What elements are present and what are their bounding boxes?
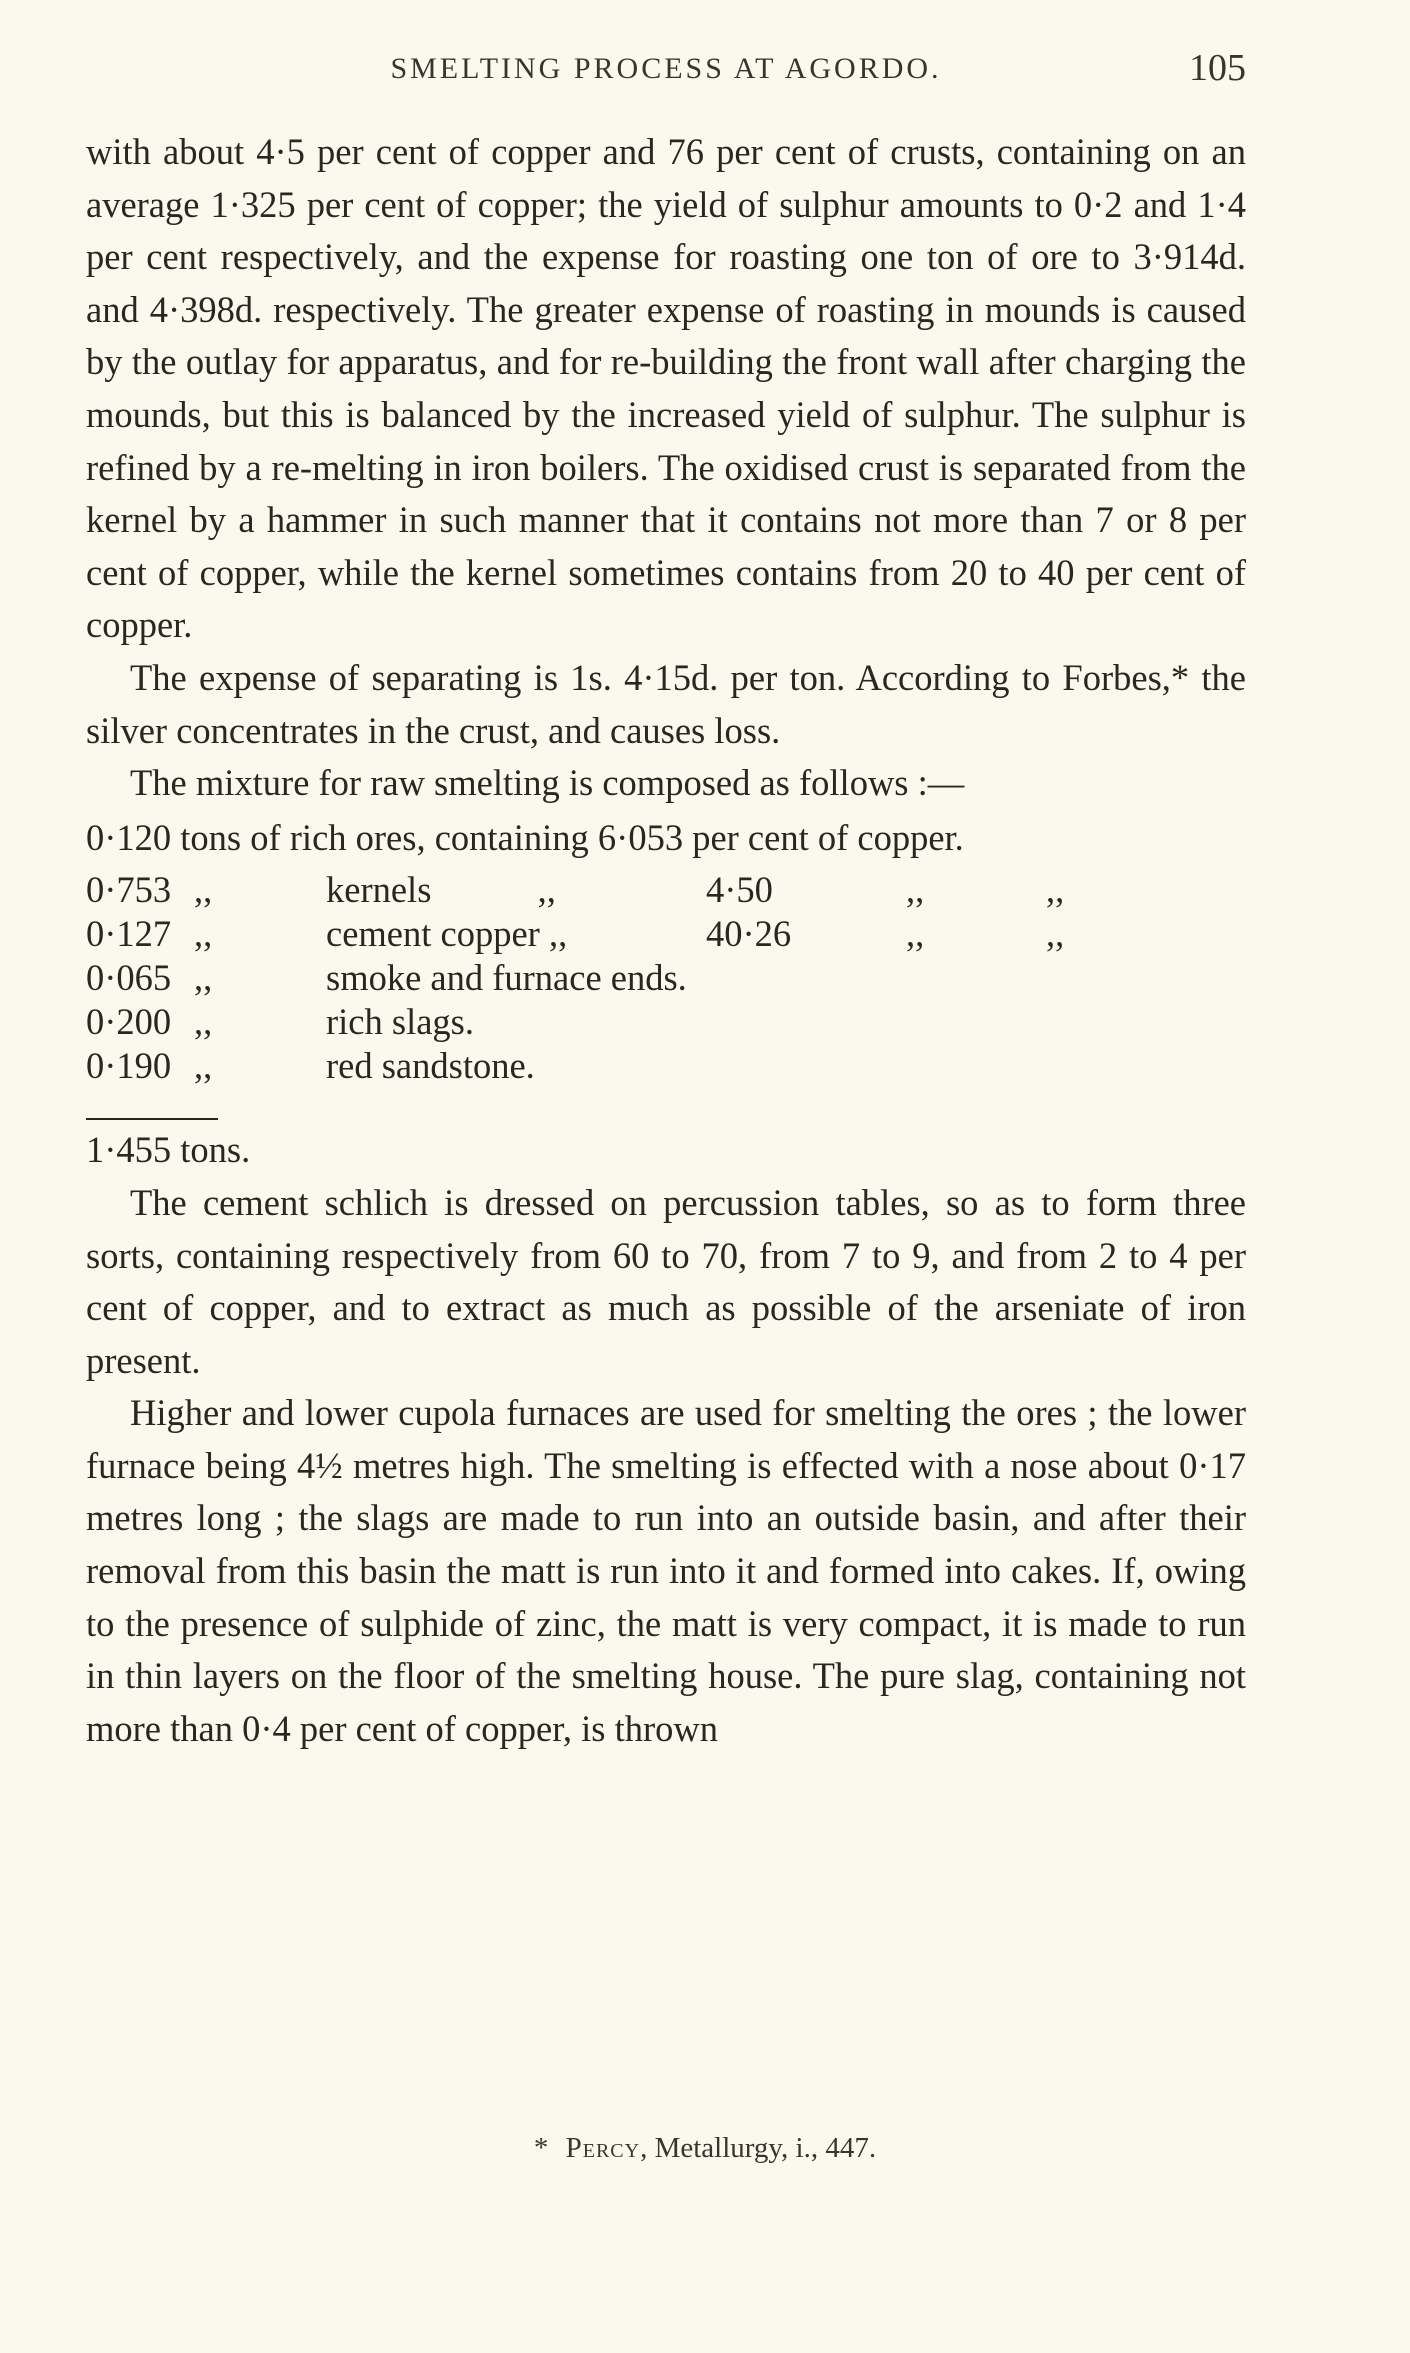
mixture-total: 1·455 tons.	[86, 1129, 251, 1171]
footnote	[0, 2132, 1410, 2165]
mixture-amount: 0·127	[86, 913, 172, 955]
table-row	[86, 1000, 1186, 1044]
mixture-amount: 0·753	[86, 869, 172, 911]
material-name: kernels	[326, 869, 432, 911]
table-row	[86, 956, 1186, 1000]
paragraph-2: The expense of separating is 1s. 4·15d. per ton. According to Forbes,* the silver concentrates in the crust, and causes loss.	[86, 656, 1246, 751]
mixture-table	[86, 868, 1186, 1088]
ditto-mark: ,,	[537, 869, 556, 911]
table-row	[86, 912, 1186, 956]
running-title: SMELTING PROCESS AT AGORDO.	[390, 52, 942, 85]
ditto-mark: ,,	[906, 869, 925, 911]
paragraph-3: The mixture for raw smelting is composed as follows :—	[130, 762, 965, 804]
mixture-material: rich slags.	[326, 1001, 474, 1043]
paragraph-5: Higher and lower cupola furnaces are used for smelting the ores ; the lower furnace being 4½ metres high. The smelting is effected with a nose about 0·17 metres long ; the slags are made to run into an outside basin, and after their removal from this basin the matt is run into it and formed into cakes. If, owing to the presence of sulphide of zinc, the matt is very compact, it is made to run in thin layers on the floor of the smelting house. The pure slag, containing not more than 0·4 per cent of copper, is thrown	[86, 1392, 1246, 1749]
mixture-material: smoke and furnace ends.	[326, 957, 687, 999]
ditto-mark: ,,	[1046, 869, 1065, 911]
running-head	[86, 46, 1246, 94]
mixture-material: cement copper ,,	[326, 913, 568, 955]
table-row	[86, 1044, 1186, 1088]
ditto-mark: ,,	[194, 913, 213, 955]
paragraph-1: with about 4·5 per cent of copper and 76 per cent of crusts, containing on an average 1·325 per cent of copper; the yield of sulphur amounts to 0·2 and 1·4 per cent respectively, and the expense for roasting one ton of ore to 3·914d. and 4·398d. respectively. The greater expense of roasting in mounds is caused by the outlay for apparatus, and for re-building the front wall after charging the mounds, but this is balanced by the increased yield of sulphur. The sulphur is refined by a re-melting in iron boilers. The oxidised crust is separated from the kernel by a hammer in such manner that it contains not more than 7 or 8 per cent of copper, while the kernel sometimes contains from 20 to 40 per cent of copper.	[86, 131, 1246, 646]
table-row	[86, 868, 1186, 912]
mixture-first-line: 0·120 tons of rich ores, containing 6·053 per cent of copper.	[86, 816, 964, 858]
mixture-material	[326, 868, 706, 912]
mixture-percent: 40·26	[706, 913, 792, 955]
paragraph-4: The cement schlich is dressed on percussion tables, so as to form three sorts, containing respectively from 60 to 70, from 7 to 9, and from 2 to 4 per cent of copper, and to extract as much as possible of the arseniate of iron present.	[86, 1181, 1246, 1381]
ditto-mark: ,,	[194, 869, 213, 911]
mixture-amount: 0·190	[86, 1045, 172, 1087]
body-text	[86, 126, 1246, 1755]
ditto-mark: ,,	[194, 957, 213, 999]
footnote-marker: *	[533, 2132, 549, 2164]
ditto-mark: ,,	[1046, 913, 1065, 955]
mixture-material: red sandstone.	[326, 1045, 535, 1087]
ditto-mark: ,,	[194, 1045, 213, 1087]
mixture-amount: 0·065	[86, 957, 172, 999]
ditto-mark: ,,	[194, 1001, 213, 1043]
footnote-author: Percy	[565, 2132, 641, 2164]
mixture-percent: 4·50	[706, 869, 773, 911]
page-number: 105	[1189, 47, 1246, 89]
ditto-mark: ,,	[906, 913, 925, 955]
footnote-reference: , Metallurgy, i., 447.	[640, 2132, 877, 2164]
mixture-amount: 0·200	[86, 1001, 172, 1043]
total-rule	[86, 1118, 218, 1120]
